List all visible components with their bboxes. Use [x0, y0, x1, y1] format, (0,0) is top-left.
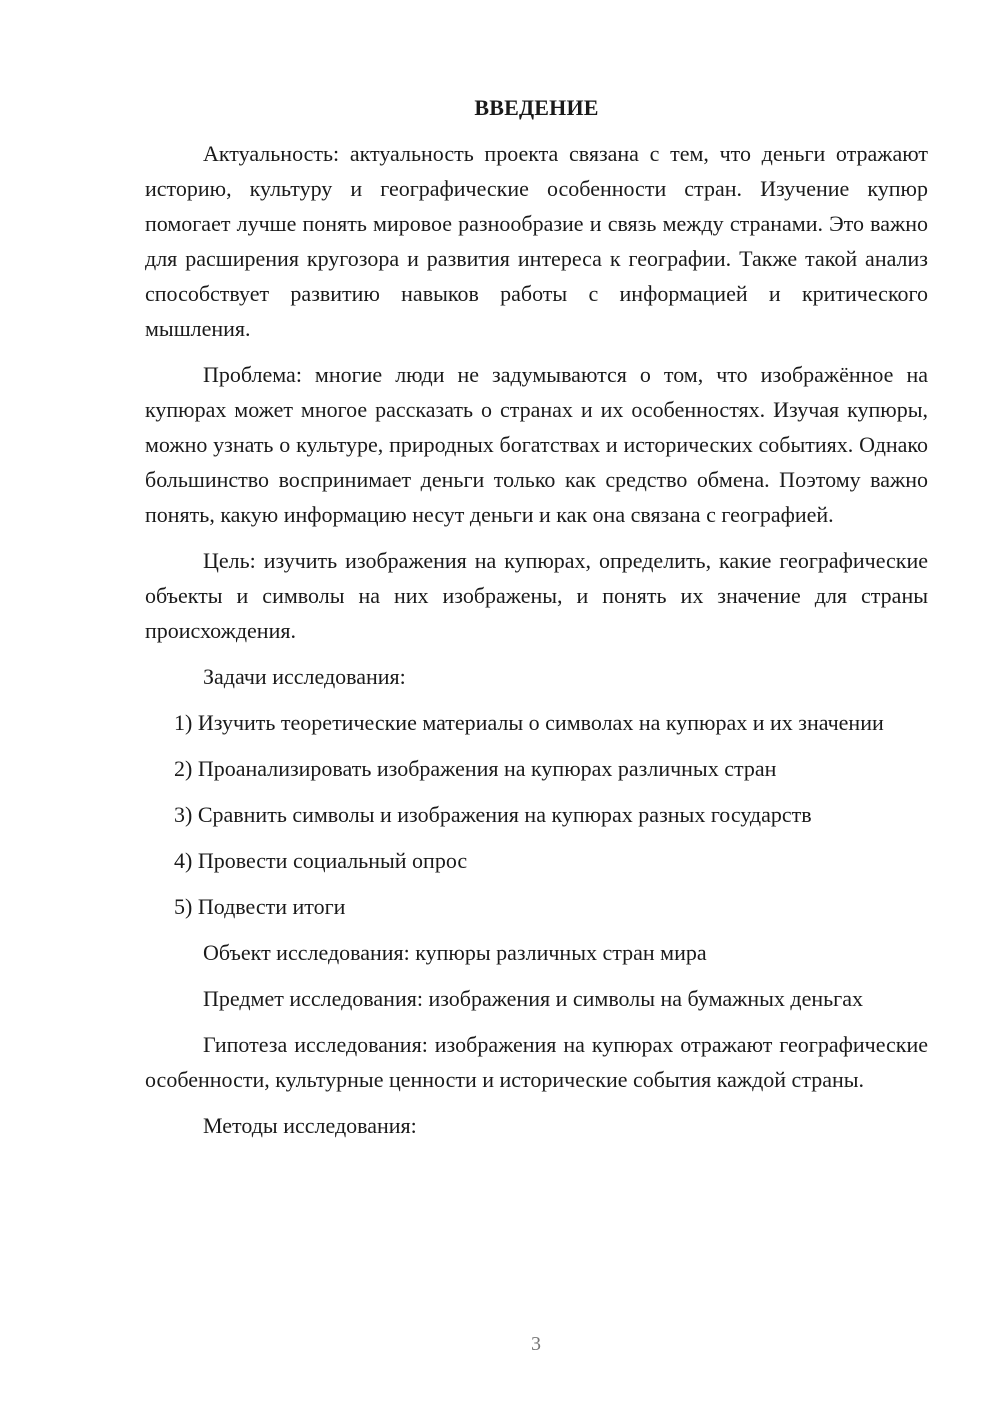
- task-item: 2) Проанализировать изображения на купюрах различных стран: [174, 756, 777, 781]
- tasks-heading: Задачи исследования:: [203, 664, 406, 689]
- task-item: 4) Провести социальный опрос: [174, 848, 468, 873]
- methods-heading: Методы исследования:: [203, 1113, 417, 1138]
- task-item: 3) Сравнить символы и изображения на купюрах разных государств: [174, 802, 812, 827]
- page-title: ВВЕДЕНИЕ: [474, 95, 599, 120]
- relevance-paragraph: Актуальность: актуальность проекта связана с тем, что деньги отражают историю, культуру и географические особенности стран. Изучение купюр помогает лучше понять мировое разнообразие и связь между странами. Это важно для расширения кругозора и развития интереса к географии. Также такой анализ способствует развитию навыков работы с информацией и критического мышления.: [145, 141, 928, 341]
- problem-paragraph: Проблема: многие люди не задумываются о том, что изображённое на купюрах может многое рассказать о странах и их особенностях. Изучая купюры, можно узнать о культуре, природных богатствах и исторических событиях. Однако большинство воспринимает деньги только как средство обмена. Поэтому важно понять, какую информацию несут деньги и как она связана с географией.: [145, 362, 928, 527]
- task-item: 1) Изучить теоретические материалы о символах на купюрах и их значении: [174, 710, 884, 735]
- subject-paragraph: Предмет исследования: изображения и символы на бумажных деньгах: [203, 986, 863, 1011]
- page-number: 3: [531, 1333, 541, 1355]
- goal-paragraph: Цель: изучить изображения на купюрах, определить, какие географические объекты и символы на них изображены, и понять их значение для страны происхождения.: [145, 548, 928, 643]
- document-page: [145, 90, 928, 1154]
- object-paragraph: Объект исследования: купюры различных стран мира: [203, 940, 707, 965]
- task-item: 5) Подвести итоги: [174, 894, 346, 919]
- hypothesis-paragraph: Гипотеза исследования: изображения на купюрах отражают географические особенности, культурные ценности и исторические события каждой страны.: [145, 1032, 928, 1092]
